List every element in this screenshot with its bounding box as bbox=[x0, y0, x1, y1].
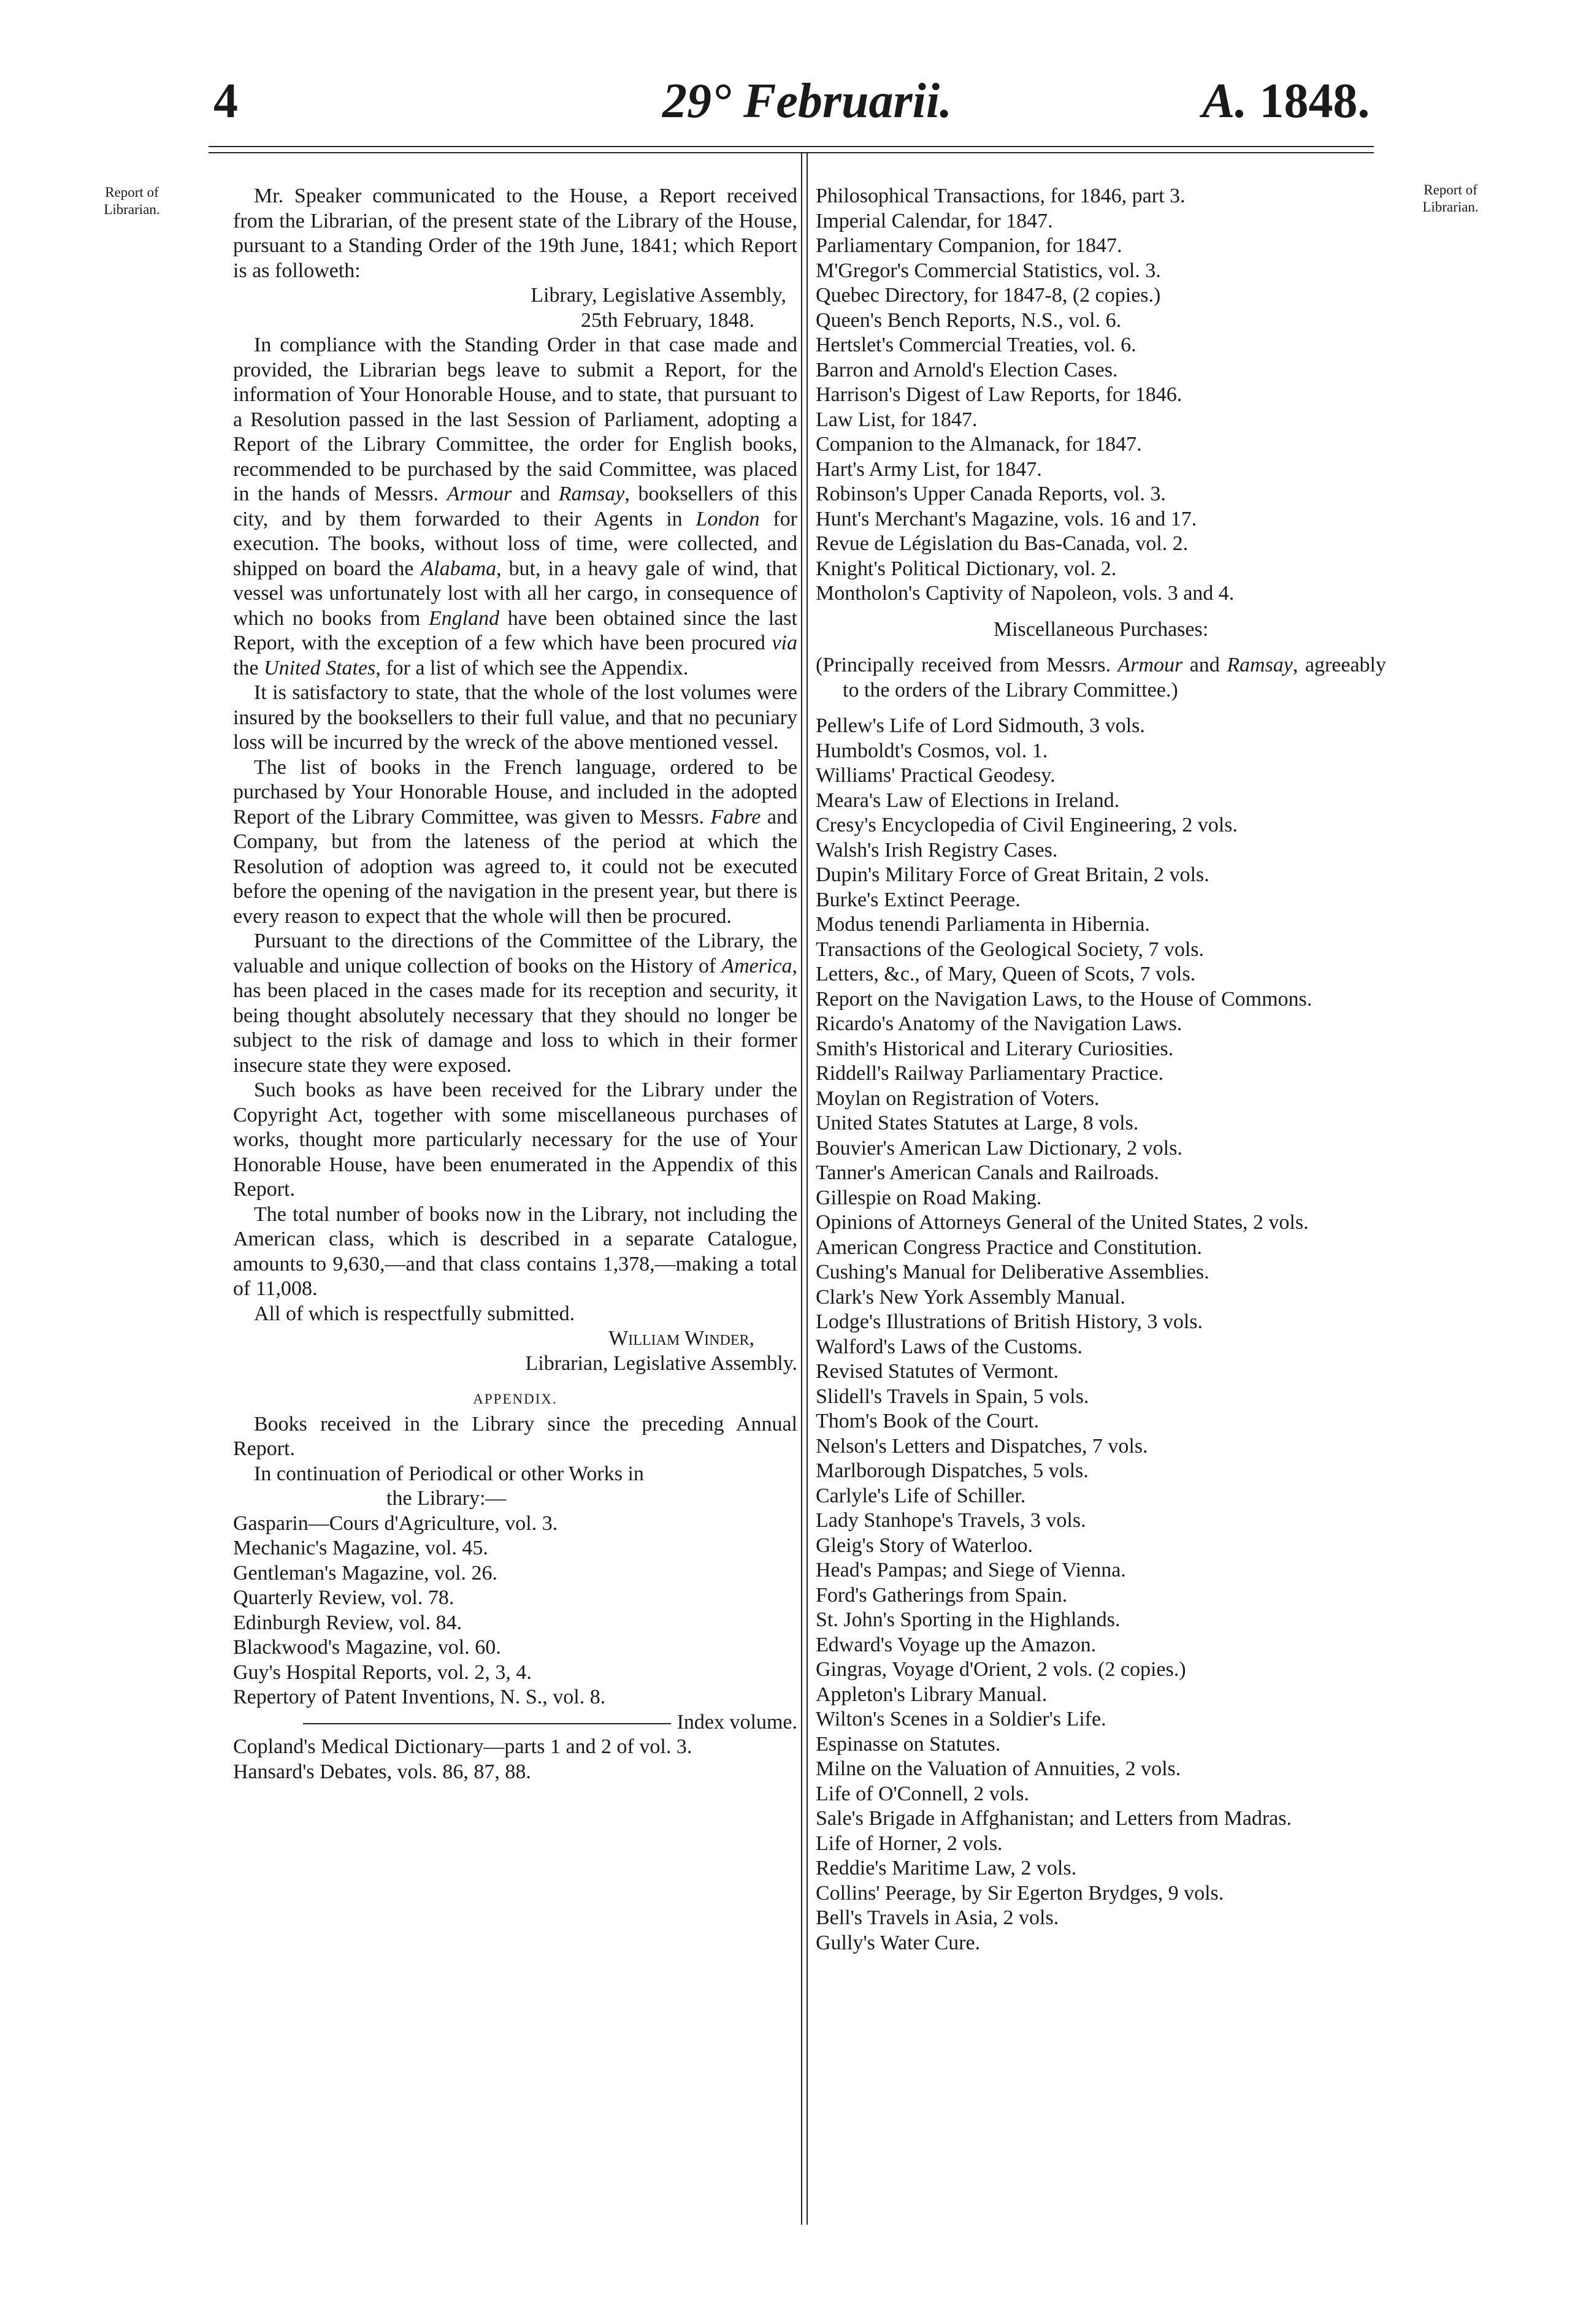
book-entry: Opinions of Attorneys General of the United States, 2 vols. bbox=[816, 1211, 1309, 1234]
book-entry: Copland's Medical Dictionary—parts 1 and 2 of vol. 3. bbox=[233, 1735, 692, 1758]
book-entry: Cushing's Manual for Deliberative Assemblies. bbox=[816, 1261, 1209, 1283]
report-paragraph-1: In compliance with the Standing Order in that case made and provided, the Librarian begs leave to submit a Report, for the information of Your Honorable House, and to state, that pursuant to a Resolution passed in the last Session of Parliament, adopting a Report of the Library Committee, the order for English books, recommended to be purchased by the said Committee, was placed in the hands of Messrs. Armour and Ramsay, booksellers of this city, and by them forwarded to their Agents in London for execution. The books, without loss of time, were collected, and shipped on board the Alabama, but, in a heavy gale of wind, that vessel was unfortunately lost with all her cargo, in consequence of which no books from England have been obtained since the last Report, with the exception of a few which have been procured via the United States, for a list of which see the Appendix. bbox=[233, 334, 798, 679]
book-entry: Lady Stanhope's Travels, 3 vols. bbox=[816, 1509, 1086, 1532]
book-entry: Modus tenendi Parliamenta in Hibernia. bbox=[816, 913, 1150, 936]
book-entry: Quarterly Review, vol. 78. bbox=[233, 1586, 454, 1609]
misc-heading: Miscellaneous Purchases: bbox=[993, 617, 1209, 641]
book-entry: Harrison's Digest of Law Reports, for 1846. bbox=[816, 383, 1182, 406]
book-entry: Gully's Water Cure. bbox=[816, 1931, 981, 1954]
book-entry: Wilton's Scenes in a Soldier's Life. bbox=[816, 1708, 1106, 1730]
book-entry: Edinburgh Review, vol. 84. bbox=[233, 1611, 462, 1634]
left-column bbox=[233, 184, 797, 1784]
report-paragraph-6: The total number of books now in the Library, not including the American class, which is described in a separate Catalogue, amounts to 9,630,—and that class contains 1,378,—making a total of 11,008. bbox=[233, 1202, 797, 1300]
book-entry: Milne on the Valuation of Annuities, 2 vols. bbox=[816, 1757, 1181, 1780]
book-entry: Hart's Army List, for 1847. bbox=[816, 457, 1042, 481]
place-line: Library, Legislative Assembly, bbox=[531, 284, 786, 307]
book-entry: Gleig's Story of Waterloo. bbox=[816, 1534, 1033, 1557]
book-entry: Head's Pampas; and Siege of Vienna. bbox=[816, 1559, 1126, 1581]
book-entry: Carlyle's Life of Schiller. bbox=[816, 1484, 1026, 1507]
book-entry: Revised Statutes of Vermont. bbox=[816, 1360, 1059, 1383]
year-prefix: A. bbox=[1202, 74, 1248, 128]
report-paragraph-4: Pursuant to the directions of the Committee of the Library, the valuable and unique collection of books on the History of America, has been placed in the cases made for its reception and security, it being thought absolutely necessary that they should no longer be subject to the risk of damage and loss to which in their former insecure state they were exposed. bbox=[233, 930, 797, 1077]
book-entry: Moylan on Registration of Voters. bbox=[816, 1087, 1100, 1110]
margin-note-left: Report of Librarian. bbox=[104, 185, 160, 217]
book-entry: Collins' Peerage, by Sir Egerton Brydges, 9 vols. bbox=[816, 1881, 1224, 1905]
book-entry: United States Statutes at Large, 8 vols. bbox=[816, 1112, 1139, 1134]
periodicals-list-continued bbox=[233, 1735, 797, 1784]
index-volume-line: Index volume. bbox=[233, 1710, 797, 1735]
page-date: 29° Februarii. bbox=[662, 74, 952, 128]
page-number: 4 bbox=[213, 74, 238, 128]
report-paragraph-2: It is satisfactory to state, that the whole of the lost volumes were insured by the booksellers to their full value, and that no pecuniary loss will be incurred by the wreck of the above mentioned vessel. bbox=[233, 681, 797, 754]
book-entry: Transactions of the Geological Society, 7 vols. bbox=[816, 938, 1205, 961]
book-entry: Robinson's Upper Canada Reports, vol. 3. bbox=[816, 483, 1166, 505]
book-entry: Dupin's Military Force of Great Britain, 2 vols. bbox=[816, 863, 1209, 886]
book-entry: Hunt's Merchant's Magazine, vols. 16 and 17. bbox=[816, 507, 1197, 530]
right-column bbox=[816, 184, 1386, 1955]
book-entry: Espinasse on Statutes. bbox=[816, 1732, 1001, 1756]
book-entry: Humboldt's Cosmos, vol. 1. bbox=[816, 739, 1048, 762]
book-entry: Appleton's Library Manual. bbox=[816, 1683, 1048, 1706]
book-entry: Pellew's Life of Lord Sidmouth, 3 vols. bbox=[816, 714, 1145, 737]
book-entry: Hertslet's Commercial Treaties, vol. 6. bbox=[816, 334, 1136, 356]
report-paragraph-5: Such books as have been received for the Library under the Copyright Act, together with some miscellaneous purchases of works, thought more particularly necessary for the use of Your Honorable House, have been enumerated in the Appendix of this Report. bbox=[233, 1079, 797, 1201]
book-entry: Ford's Gatherings from Spain. bbox=[816, 1583, 1068, 1607]
book-entry: Blackwood's Magazine, vol. 60. bbox=[233, 1636, 501, 1659]
index-dash bbox=[303, 1723, 671, 1724]
book-entry: Mechanic's Magazine, vol. 45. bbox=[233, 1537, 488, 1559]
book-entry: Law List, for 1847. bbox=[816, 408, 978, 431]
book-entry: Walford's Laws of the Customs. bbox=[816, 1335, 1083, 1358]
year-number: 1848. bbox=[1259, 74, 1370, 128]
book-entry: Tanner's American Canals and Railroads. bbox=[816, 1161, 1159, 1184]
book-entry: Imperial Calendar, for 1847. bbox=[816, 209, 1053, 232]
book-entry: Revue de Législation du Bas-Canada, vol. 2. bbox=[816, 532, 1189, 555]
book-entry: Gingras, Voyage d'Orient, 2 vols. (2 copies.) bbox=[816, 1658, 1186, 1681]
report-paragraph-7: All of which is respectfully submitted. bbox=[254, 1302, 575, 1325]
book-entry: Meara's Law of Elections in Ireland. bbox=[816, 789, 1120, 812]
book-entry: Nelson's Letters and Dispatches, 7 vols. bbox=[816, 1434, 1148, 1458]
report-paragraph-3: The list of books in the French language, ordered to be purchased by Your Honorable House, and included in the adopted Report of the Library Committee, was given to Messrs. Fabre and Company, but from the lateness of the period at which the Resolution of adoption was agreed to, it could not be executed before the opening of the navigation in the present year, but there is every reason to expect that the whole will then be procured. bbox=[233, 755, 797, 928]
misc-note: (Principally received from Messrs. Armour and Ramsay, agreeably to the orders of the Library Committee.) bbox=[816, 654, 1386, 701]
book-entry: Knight's Political Dictionary, vol. 2. bbox=[816, 557, 1117, 580]
continuation-line-2: the Library:— bbox=[386, 1487, 507, 1510]
book-entry: Guy's Hospital Reports, vol. 2, 3, 4. bbox=[233, 1661, 532, 1684]
book-entry: Companion to the Almanack, for 1847. bbox=[816, 433, 1142, 456]
header-rule-bottom bbox=[209, 152, 1374, 153]
book-entry: Barron and Arnold's Election Cases. bbox=[816, 358, 1118, 381]
book-entry: Gentleman's Magazine, vol. 26. bbox=[233, 1561, 498, 1584]
appendix-heading: APPENDIX. bbox=[473, 1391, 558, 1407]
book-entry: Walsh's Irish Registry Cases. bbox=[816, 838, 1058, 862]
book-entry: American Congress Practice and Constitution. bbox=[816, 1236, 1202, 1259]
book-entry: Slidell's Travels in Spain, 5 vols. bbox=[816, 1385, 1089, 1408]
book-entry: Bouvier's American Law Dictionary, 2 vols. bbox=[816, 1136, 1182, 1160]
column-divider bbox=[801, 152, 802, 2225]
book-entry: Philosophical Transactions, for 1846, part 3. bbox=[816, 185, 1186, 207]
misc-purchases-list bbox=[816, 714, 1386, 1955]
book-entry: Life of O'Connell, 2 vols. bbox=[816, 1782, 1029, 1805]
book-entry: M'Gregor's Commercial Statistics, vol. 3. bbox=[816, 259, 1161, 282]
book-entry: St. John's Sporting in the Highlands. bbox=[816, 1608, 1121, 1631]
column-divider bbox=[807, 152, 808, 2225]
book-entry: Report on the Navigation Laws, to the House of Commons. bbox=[816, 987, 1313, 1011]
book-entry: Marlborough Dispatches, 5 vols. bbox=[816, 1459, 1089, 1482]
signature-name: William Winder, bbox=[608, 1327, 754, 1350]
book-entry: Sale's Brigade in Affghanistan; and Letters from Madras. bbox=[816, 1807, 1292, 1830]
book-entry: Burke's Extinct Peerage. bbox=[816, 888, 1021, 911]
book-entry: Lodge's Illustrations of British History, 3 vols. bbox=[816, 1310, 1203, 1333]
margin-note-right: Report of Librarian. bbox=[1422, 182, 1479, 215]
intro-paragraph: Mr. Speaker communicated to the House, a Report received from the Librarian, of the present state of the Library of the House, pursuant to a Standing Order of the 19th June, 1841; which Report is as followeth: bbox=[233, 185, 797, 282]
appendix-intro: Books received in the Library since the preceding Annual Report. bbox=[233, 1412, 797, 1460]
book-entry: Quebec Directory, for 1847-8, (2 copies.) bbox=[816, 284, 1161, 307]
continuation-books-list bbox=[816, 184, 1386, 606]
book-entry: Parliamentary Companion, for 1847. bbox=[816, 234, 1122, 257]
book-entry: Hansard's Debates, vols. 86, 87, 88. bbox=[233, 1760, 531, 1783]
periodicals-list bbox=[233, 1512, 797, 1710]
book-entry: Clark's New York Assembly Manual. bbox=[816, 1285, 1125, 1309]
book-entry: Reddie's Maritime Law, 2 vols. bbox=[816, 1857, 1077, 1879]
page-year bbox=[1202, 67, 1370, 135]
book-entry: Cresy's Encyclopedia of Civil Engineering, 2 vols. bbox=[816, 814, 1238, 836]
book-entry: Thom's Book of the Court. bbox=[816, 1410, 1040, 1432]
book-entry: Letters, &c., of Mary, Queen of Scots, 7 vols. bbox=[816, 963, 1196, 985]
book-entry: Queen's Bench Reports, N.S., vol. 6. bbox=[816, 308, 1122, 332]
book-entry: Life of Horner, 2 vols. bbox=[816, 1832, 1003, 1855]
continuation-line-1: In continuation of Periodical or other Works in bbox=[254, 1462, 644, 1485]
date-line: 25th February, 1848. bbox=[581, 308, 754, 332]
page-header bbox=[209, 67, 1374, 135]
book-entry: Williams' Practical Geodesy. bbox=[816, 764, 1056, 787]
book-entry: Montholon's Captivity of Napoleon, vols. 3 and 4. bbox=[816, 582, 1235, 605]
book-entry: Gillespie on Road Making. bbox=[816, 1186, 1042, 1209]
book-entry: Repertory of Patent Inventions, N. S., vol. 8. bbox=[233, 1686, 606, 1708]
book-entry: Smith's Historical and Literary Curiosities. bbox=[816, 1037, 1174, 1060]
signature-title: Librarian, Legislative Assembly. bbox=[525, 1351, 797, 1375]
book-entry: Ricardo's Anatomy of the Navigation Laws. bbox=[816, 1012, 1182, 1035]
book-entry: Edward's Voyage up the Amazon. bbox=[816, 1633, 1097, 1656]
book-entry: Riddell's Railway Parliamentary Practice. bbox=[816, 1062, 1163, 1085]
book-entry: Gasparin—Cours d'Agriculture, vol. 3. bbox=[233, 1512, 558, 1535]
book-entry: Bell's Travels in Asia, 2 vols. bbox=[816, 1906, 1059, 1929]
header-rule-top bbox=[209, 146, 1374, 147]
